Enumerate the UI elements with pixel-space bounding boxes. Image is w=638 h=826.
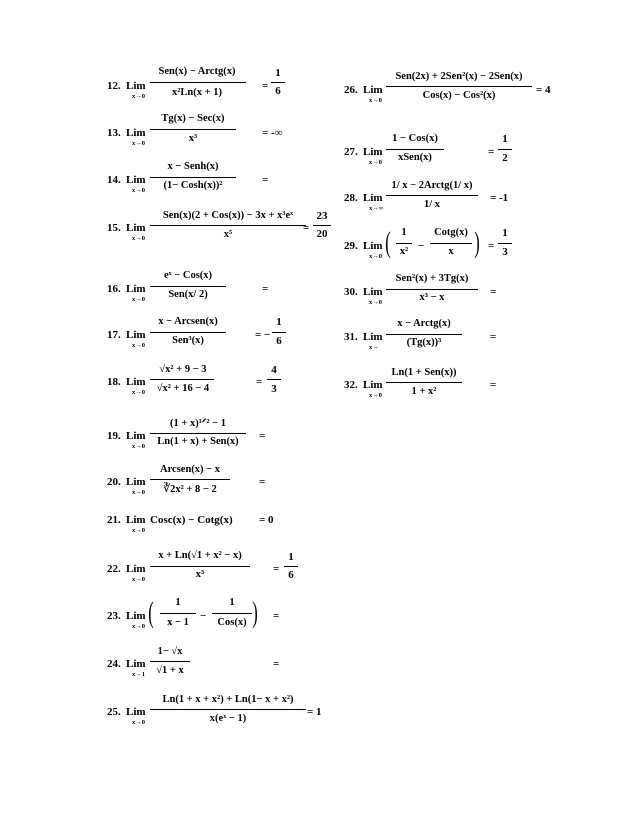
numerator: x − Arctg(x) [397, 318, 451, 329]
denominator: xSen(x) [398, 152, 432, 163]
lim-subscript: x→0 [132, 235, 145, 242]
denominator: Ln(1 + x) + Sen(x) [157, 436, 239, 447]
lim-subscript: x→0 [132, 187, 145, 194]
equals: = [303, 222, 310, 234]
lim-subscript: x→0 [369, 299, 382, 306]
answer-denominator: 3 [502, 246, 508, 258]
denominator: Cos(x) − Cos²(x) [422, 90, 496, 101]
denominator: 1/ x [423, 199, 441, 210]
right-paren: ) [252, 596, 258, 629]
lim-operator: Lim [126, 174, 146, 186]
fraction-bar [150, 661, 190, 662]
equals: = -1 [490, 192, 509, 204]
numerator: 1/ x − 2Arctg(1/ x) [391, 180, 473, 191]
numerator: eˣ − Cos(x) [163, 270, 213, 281]
fraction-bar [150, 286, 226, 287]
fraction-bar [150, 566, 250, 567]
lim-operator: Lim [126, 514, 146, 526]
numerator: Ln(1 + x + x²) + Ln(1− x + x²) [162, 694, 294, 705]
answer-numerator: 23 [316, 210, 328, 222]
answer-numerator: 4 [271, 364, 277, 376]
lim-subscript: x→ [369, 344, 379, 351]
expression: Cosc(x) − Cotg(x) [150, 514, 233, 526]
numerator: 1 − Cos(x) [392, 133, 438, 144]
denominator-b: Cos(x) [217, 617, 247, 628]
lim-operator: Lim [126, 658, 146, 670]
problem-number: 25. [107, 706, 121, 718]
numerator: Sen(x) − Arctg(x) [158, 66, 236, 77]
answer-denominator: 2 [502, 152, 508, 164]
equals: = − [255, 329, 271, 341]
lim-subscript: x→0 [132, 489, 145, 496]
answer-bar [267, 379, 281, 380]
numerator: Tg(x) − Sec(x) [161, 113, 225, 124]
fraction-bar [150, 433, 246, 434]
fraction-bar [386, 289, 478, 290]
lim-subscript: x→0 [132, 576, 145, 583]
equals: = [259, 476, 266, 488]
denominator: 1 + x² [411, 386, 437, 397]
numerator: Ln(1 + Sen(x)) [391, 367, 457, 378]
answer-numerator: 1 [288, 551, 294, 563]
numerator: √x² + 9 − 3 [159, 364, 207, 375]
problem-number: 32. [344, 379, 358, 391]
fraction-bar [386, 334, 462, 335]
numerator: x − Arcsen(x) [158, 316, 218, 327]
equals: = [259, 430, 266, 442]
denominator-a: x − 1 [167, 617, 189, 628]
denominator: x⁵ [223, 229, 233, 240]
denominator: Sen³(x) [172, 335, 204, 346]
problem-number: 24. [107, 658, 121, 670]
problem-number: 20. [107, 476, 121, 488]
fraction-bar [150, 129, 236, 130]
equals: = [490, 286, 497, 298]
denominator: x(eˣ − 1) [209, 713, 247, 724]
answer-numerator: 1 [276, 316, 282, 328]
lim-operator: Lim [126, 706, 146, 718]
numerator: Sen²(x) + 3Tg(x) [395, 273, 469, 284]
problem-number: 15. [107, 222, 121, 234]
lim-subscript: x→0 [132, 623, 145, 630]
answer-numerator: 1 [502, 133, 508, 145]
numerator: Sen(x)(2 + Cos(x)) − 3x + x³eˣ [162, 210, 294, 221]
problem-number: 14. [107, 174, 121, 186]
equals: = [488, 146, 495, 158]
answer-numerator: 1 [275, 67, 281, 79]
lim-operator: Lim [363, 379, 383, 391]
left-paren: ( [148, 596, 154, 629]
problem-number: 23. [107, 610, 121, 622]
lim-subscript: x→0 [132, 93, 145, 100]
minus-sign: − [418, 240, 425, 252]
fraction-bar [150, 332, 226, 333]
lim-operator: Lim [363, 84, 383, 96]
problem-number: 30. [344, 286, 358, 298]
lim-operator: Lim [126, 430, 146, 442]
denominator: x³ [195, 569, 205, 580]
numerator: x − Senh(x) [167, 161, 219, 172]
lim-operator: Lim [126, 80, 146, 92]
numerator: x + Ln(√1 + x² − x) [158, 550, 242, 561]
problem-number: 13. [107, 127, 121, 139]
numerator: (1 + x)¹ᐟ² − 1 [170, 418, 226, 429]
problem-number: 17. [107, 329, 121, 341]
denominator-a: x² [399, 246, 409, 257]
fraction-bar [386, 195, 478, 196]
numerator: 1− √x [157, 646, 183, 657]
numerator: Sen(2x) + 2Sen²(x) − 2Sen(x) [395, 71, 523, 82]
minus-sign: − [200, 610, 207, 622]
denominator: (1− Cosh(x))² [163, 180, 223, 191]
lim-operator: Lim [126, 376, 146, 388]
answer-bar [498, 243, 512, 244]
lim-subscript: x→1 [132, 671, 145, 678]
equals: = [490, 379, 497, 391]
answer-denominator: 3 [271, 383, 277, 395]
problem-number: 31. [344, 331, 358, 343]
equals: = [262, 174, 269, 186]
lim-subscript: x→0 [132, 140, 145, 147]
problem-number: 18. [107, 376, 121, 388]
equals: = [273, 610, 280, 622]
lim-operator: Lim [126, 283, 146, 295]
lim-subscript: x→0 [369, 392, 382, 399]
answer-bar [272, 332, 286, 333]
problem-number: 28. [344, 192, 358, 204]
equals: = [256, 376, 263, 388]
fraction-bar-b [430, 243, 472, 244]
lim-subscript: x→0 [369, 253, 382, 260]
fraction-bar [386, 149, 444, 150]
answer-numerator: 1 [502, 227, 508, 239]
problem-number: 26. [344, 84, 358, 96]
denominator: x³ − x [419, 292, 445, 303]
denominator: (Tg(x))³ [406, 337, 442, 348]
answer-bar [498, 149, 512, 150]
equals: = [262, 283, 269, 295]
lim-subscript: x→0 [132, 342, 145, 349]
numerator-a: 1 [175, 597, 181, 608]
problem-number: 29. [344, 240, 358, 252]
fraction-bar-b [212, 613, 252, 614]
answer-bar [271, 82, 285, 83]
fraction-bar [150, 709, 306, 710]
equals: = [488, 240, 495, 252]
equals: = 0 [259, 514, 274, 526]
denominator: √1 + x [156, 665, 184, 676]
lim-operator: Lim [363, 192, 383, 204]
numerator: Arcsen(x) − x [159, 464, 221, 475]
equals: = 1 [307, 706, 322, 718]
fraction-bar [386, 86, 532, 87]
lim-operator: Lim [363, 286, 383, 298]
lim-subscript: x→0 [132, 443, 145, 450]
lim-subscript: x→0 [132, 296, 145, 303]
lim-subscript: x→0 [369, 97, 382, 104]
numerator-b: 1 [229, 597, 235, 608]
problem-number: 21. [107, 514, 121, 526]
answer-bar [284, 566, 298, 567]
left-paren: ( [385, 226, 391, 259]
answer-denominator: 6 [288, 569, 294, 581]
lim-subscript: x→0 [132, 389, 145, 396]
lim-operator: Lim [363, 146, 383, 158]
lim-operator: Lim [363, 331, 383, 343]
lim-subscript: x→∞ [369, 205, 384, 212]
denominator: Sen(x/ 2) [168, 289, 208, 300]
lim-operator: Lim [126, 329, 146, 341]
fraction-bar [150, 379, 214, 380]
fraction-bar [150, 82, 246, 83]
right-paren: ) [474, 226, 480, 259]
numerator-a: 1 [401, 227, 407, 238]
problem-number: 27. [344, 146, 358, 158]
lim-operator: Lim [126, 563, 146, 575]
lim-operator: Lim [126, 127, 146, 139]
equals: = [262, 80, 269, 92]
lim-subscript: x→0 [132, 719, 145, 726]
lim-operator: Lim [126, 476, 146, 488]
answer-bar [313, 225, 331, 226]
equals: = [490, 331, 497, 343]
answer-denominator: 6 [275, 85, 281, 97]
problem-number: 19. [107, 430, 121, 442]
lim-operator: Lim [363, 240, 383, 252]
answer-denominator: 6 [276, 335, 282, 347]
lim-subscript: x→0 [369, 159, 382, 166]
problem-number: 16. [107, 283, 121, 295]
lim-subscript: x→0 [132, 527, 145, 534]
numerator-b: Cotg(x) [434, 227, 468, 238]
denominator: ∛2x² + 8 − 2 [163, 484, 217, 495]
equals: = [273, 563, 280, 575]
denominator-b: x [448, 246, 454, 257]
fraction-bar [386, 382, 462, 383]
denominator: √x² + 16 − 4 [156, 383, 210, 394]
equals: = 4 [536, 84, 551, 96]
denominator: x³ [188, 133, 198, 144]
answer-denominator: 20 [316, 228, 328, 240]
fraction-bar [150, 177, 236, 178]
fraction-bar-a [396, 243, 412, 244]
denominator: x²Ln(x + 1) [172, 87, 222, 98]
fraction-bar [150, 225, 306, 226]
lim-operator: Lim [126, 610, 146, 622]
problem-number: 22. [107, 563, 121, 575]
equals: = [273, 658, 280, 670]
equals: = -∞ [262, 127, 283, 139]
problem-number: 12. [107, 80, 121, 92]
lim-operator: Lim [126, 222, 146, 234]
fraction-bar [150, 479, 230, 480]
fraction-bar-a [160, 613, 196, 614]
